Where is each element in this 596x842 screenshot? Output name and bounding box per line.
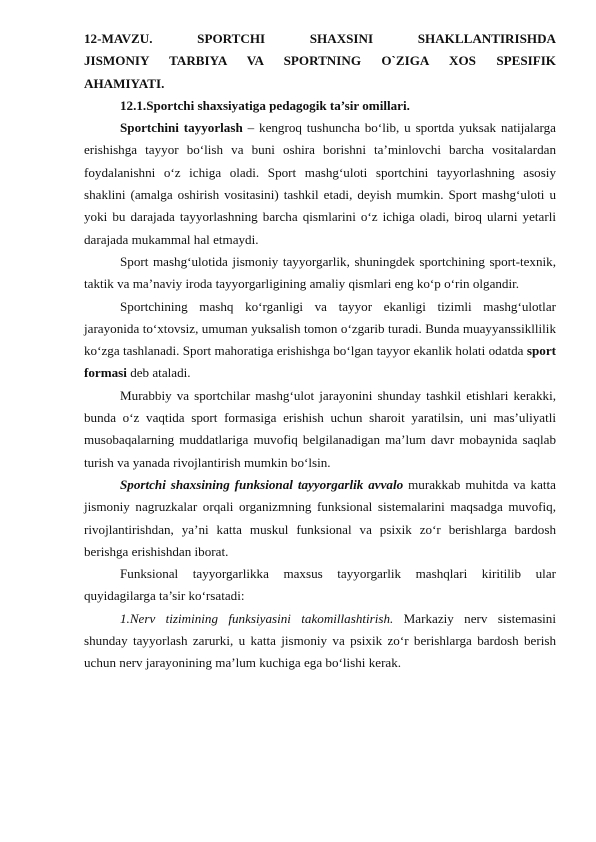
paragraph-funksional-tayyorgarlik <box>84 474 556 563</box>
paragraph-text: Murabbiy va sportchilar mashg‘ulot jarayonini shunday tashkil etishlari kerakki, bunda o‘z vaqtida sport formasiga erishish uchun sharoit yaratilsin, uni mas’uliyatli musobaqalarning muddatlariga muvofiq belgilanadigan ma’lum davr mobaynida saqlab turish va yanada rivojlantirish mumkin bo‘lsin. <box>84 387 556 470</box>
term-sport-formasi: sport formasi <box>84 343 556 381</box>
paragraph-text: Funksional tayyorgarlikka maxsus tayyorgarlik mashqlari kiritilib ular quyidagilarga ta’sir ko‘rsatadi: <box>84 566 556 604</box>
paragraph-text-tail: deb ataladi. <box>126 365 191 381</box>
paragraph-nerv-tizimi <box>84 608 556 675</box>
paragraph-sportchini-tayyorlash <box>84 117 556 251</box>
term-funksional-tayyorgarlik: Sportchi shaxsining funksional tayyorgarlik avvalo <box>120 476 404 492</box>
topic-title-line-1: 12-MAVZU. SPORTCHI SHAXSINI SHAKLLANTIRISHDA <box>84 31 556 46</box>
paragraph-jismoniy-tayyorgarlik <box>84 251 556 296</box>
paragraph-text: Sportchining mashq ko‘rganligi va tayyor ekanligi tizimli mashg‘ulotlar jarayonida to‘xtovsiz, umuman yuksalish tomon o‘zgarib turadi. Bunda muayyanssikllilik ko‘zga tashlanadi. Sport mahoratiga erishishga bo‘lgan tayyor ekanlik holati odatda <box>84 298 556 359</box>
paragraph-sport-formasi <box>84 296 556 385</box>
topic-title-line-2: JISMONIY TARBIYA VA SPORTNING O`ZIGA XOS SPESIFIK <box>84 53 556 69</box>
paragraph-murabbiy <box>84 385 556 474</box>
section-subheading: 12.1.Sportchi shaxsiyatiga pedagogik ta’sir omillari. <box>120 97 410 113</box>
paragraph-text: – kengroq tushuncha bo‘lib, u sportda yuksak natijalarga erishishga tayyor bo‘lish va buni oshira borishni ta’minlovchi barcha vositalardan foydalanishni o‘z ichiga oladi. Sport mashg‘uloti sportchini tayyorlashning asosiy shaklini (amalga oshirish vositasini) tashkil etadi, deyish mumkin. Sport mashg‘uloti u yoki bu darajada tayyorlashning barcha qismlarini o‘z ichiga oladi, biroq ularni yetarli darajada mukammal hal etmaydi. <box>84 120 556 247</box>
paragraph-text: Sport mashg‘ulotida jismoniy tayyorgarlik, shuningdek sportchining sport-texnik, taktik va ma’naviy iroda tayyorgarligining amaliy qismlari eng ko‘p o‘rin olgandir. <box>84 253 556 292</box>
topic-title-line-3: AHAMIYATI. <box>84 75 165 91</box>
term-nerv-tizimi: 1.Nerv tizimining funksiyasini takomillashtirish. <box>120 610 394 626</box>
term-sportchini-tayyorlash: Sportchini tayyorlash <box>120 120 243 136</box>
paragraph-text: Markaziy nerv sistemasini shunday tayyorlash zarurki, u katta jismoniy va psixik zo‘r berishlarga bardosh berish uchun nerv jarayonining ma’lum kuchiga ega bo‘lishi kerak. <box>84 610 556 671</box>
paragraph-text: murakkab muhitda va katta jismoniy nagruzkalar orqali organizmning funksional sistemalarini maqsadga muvofiq, rivojlantirishdan, ya’ni katta muskul funksional va psixik zo‘r berishlarga bardosh berishga erishishdan iborat. <box>84 476 556 559</box>
paragraph-maxsus-mashqlar <box>84 563 556 608</box>
